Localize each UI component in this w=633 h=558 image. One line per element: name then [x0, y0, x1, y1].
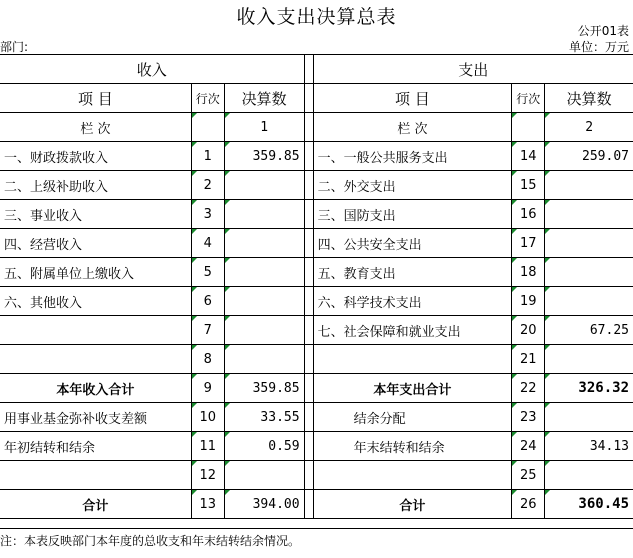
- expense-line-blank: [512, 113, 545, 142]
- table-row: [0, 432, 633, 461]
- table-row: [0, 142, 633, 171]
- expense-column-label: 栏 次: [313, 113, 512, 142]
- column-gap: [304, 55, 313, 84]
- income-amount-cell: 394.00: [224, 490, 304, 519]
- expense-line-cell: 24: [512, 432, 545, 461]
- expense-amount-cell: [545, 229, 633, 258]
- income-line-header: 行次: [191, 84, 224, 113]
- income-line-cell: 8: [191, 345, 224, 374]
- income-amount-cell: 0.59: [224, 432, 304, 461]
- column-gap: [304, 374, 313, 403]
- expense-amount-cell: 67.25: [545, 316, 633, 345]
- expense-item-cell: 结余分配: [313, 403, 512, 432]
- income-amount-cell: [224, 229, 304, 258]
- income-line-cell: 12: [191, 461, 224, 490]
- income-line-blank: [191, 113, 224, 142]
- expense-amount-header: 决算数: [545, 84, 633, 113]
- column-gap: [304, 258, 313, 287]
- expense-line-cell: 14: [512, 142, 545, 171]
- column-gap: [304, 345, 313, 374]
- expense-item-cell: 二、外交支出: [313, 171, 512, 200]
- income-line-cell: 2: [191, 171, 224, 200]
- income-amount-cell: [224, 171, 304, 200]
- column-gap: [304, 316, 313, 345]
- column-gap: [304, 229, 313, 258]
- column-number-row: [0, 113, 633, 142]
- table-row: [0, 316, 633, 345]
- expense-item-cell: 七、社会保障和就业支出: [313, 316, 512, 345]
- income-item-header: 项 目: [0, 84, 191, 113]
- expense-section-header: 支出: [313, 55, 633, 84]
- column-gap: [304, 403, 313, 432]
- income-item-cell: 六、其他收入: [0, 287, 191, 316]
- expense-item-cell: [313, 461, 512, 490]
- expense-column-number: 2: [545, 113, 633, 142]
- expense-line-cell: 20: [512, 316, 545, 345]
- column-gap: [304, 171, 313, 200]
- table-row: [0, 345, 633, 374]
- expense-amount-cell: 360.45: [545, 490, 633, 519]
- column-gap: [304, 113, 313, 142]
- table-row: [0, 258, 633, 287]
- table-row: [0, 461, 633, 490]
- income-amount-cell: 359.85: [224, 374, 304, 403]
- income-item-cell: 三、事业收入: [0, 200, 191, 229]
- income-column-number: 1: [224, 113, 304, 142]
- expense-amount-cell: [545, 461, 633, 490]
- expense-line-cell: 19: [512, 287, 545, 316]
- income-line-cell: 10: [191, 403, 224, 432]
- table-row: [0, 229, 633, 258]
- expense-item-cell: 五、教育支出: [313, 258, 512, 287]
- expense-item-cell: 本年支出合计: [313, 374, 512, 403]
- expense-item-cell: 四、公共安全支出: [313, 229, 512, 258]
- income-item-cell: 一、财政拨款收入: [0, 142, 191, 171]
- income-line-cell: 9: [191, 374, 224, 403]
- column-gap: [304, 432, 313, 461]
- expense-amount-cell: 326.32: [545, 374, 633, 403]
- expense-line-cell: 16: [512, 200, 545, 229]
- column-gap: [304, 490, 313, 519]
- expense-amount-cell: [545, 200, 633, 229]
- expense-amount-cell: [545, 258, 633, 287]
- income-line-cell: 13: [191, 490, 224, 519]
- expense-item-cell: [313, 345, 512, 374]
- table-row: [0, 490, 633, 519]
- income-amount-cell: [224, 345, 304, 374]
- expense-amount-cell: [545, 345, 633, 374]
- unit-label: 单位：万元: [568, 40, 629, 54]
- form-code: 公开01表: [577, 24, 629, 38]
- income-line-cell: 3: [191, 200, 224, 229]
- income-line-cell: 4: [191, 229, 224, 258]
- expense-line-cell: 15: [512, 171, 545, 200]
- expense-line-cell: 26: [512, 490, 545, 519]
- income-item-cell: 用事业基金弥补收支差额: [0, 403, 191, 432]
- income-amount-cell: [224, 461, 304, 490]
- table-row: [0, 374, 633, 403]
- income-item-cell: 四、经营收入: [0, 229, 191, 258]
- income-item-cell: 本年收入合计: [0, 374, 191, 403]
- income-amount-cell: [224, 287, 304, 316]
- income-line-cell: 7: [191, 316, 224, 345]
- expense-amount-cell: [545, 403, 633, 432]
- expense-line-cell: 18: [512, 258, 545, 287]
- income-expense-table: [0, 54, 633, 519]
- expense-line-cell: 23: [512, 403, 545, 432]
- column-header-row: [0, 84, 633, 113]
- income-amount-cell: [224, 258, 304, 287]
- expense-amount-cell: 34.13: [545, 432, 633, 461]
- income-amount-cell: 33.55: [224, 403, 304, 432]
- table-row: [0, 403, 633, 432]
- income-item-cell: 年初结转和结余: [0, 432, 191, 461]
- expense-line-cell: 21: [512, 345, 545, 374]
- report-title: 收入支出决算总表: [236, 6, 397, 28]
- table-row: [0, 200, 633, 229]
- income-column-label: 栏 次: [0, 113, 191, 142]
- column-gap: [304, 200, 313, 229]
- income-item-cell: 合计: [0, 490, 191, 519]
- expense-item-cell: 三、国防支出: [313, 200, 512, 229]
- expense-item-cell: 年末结转和结余: [313, 432, 512, 461]
- income-amount-header: 决算数: [224, 84, 304, 113]
- table-row: [0, 287, 633, 316]
- income-item-cell: [0, 316, 191, 345]
- column-gap: [304, 287, 313, 316]
- income-item-cell: 二、上级补助收入: [0, 171, 191, 200]
- income-line-cell: 5: [191, 258, 224, 287]
- expense-amount-cell: [545, 171, 633, 200]
- expense-line-cell: 17: [512, 229, 545, 258]
- income-item-cell: [0, 461, 191, 490]
- department-label: 部门:: [0, 40, 29, 54]
- expense-amount-cell: [545, 287, 633, 316]
- income-item-cell: [0, 345, 191, 374]
- expense-amount-cell: 259.07: [545, 142, 633, 171]
- column-gap: [304, 461, 313, 490]
- section-header-row: [0, 55, 633, 84]
- income-amount-cell: 359.85: [224, 142, 304, 171]
- expense-item-header: 项 目: [313, 84, 512, 113]
- expense-item-cell: 合计: [313, 490, 512, 519]
- income-line-cell: 11: [191, 432, 224, 461]
- expense-line-cell: 25: [512, 461, 545, 490]
- income-line-cell: 6: [191, 287, 224, 316]
- expense-line-cell: 22: [512, 374, 545, 403]
- income-section-header: 收入: [0, 55, 304, 84]
- column-gap: [304, 84, 313, 113]
- income-item-cell: 五、附属单位上缴收入: [0, 258, 191, 287]
- column-gap: [304, 142, 313, 171]
- income-line-cell: 1: [191, 142, 224, 171]
- expense-item-cell: 六、科学技术支出: [313, 287, 512, 316]
- expense-line-header: 行次: [512, 84, 545, 113]
- income-amount-cell: [224, 316, 304, 345]
- income-amount-cell: [224, 200, 304, 229]
- table-row: [0, 171, 633, 200]
- expense-item-cell: 一、一般公共服务支出: [313, 142, 512, 171]
- footnote: 注：本表反映部门本年度的总收支和年末结转结余情况。: [0, 528, 633, 548]
